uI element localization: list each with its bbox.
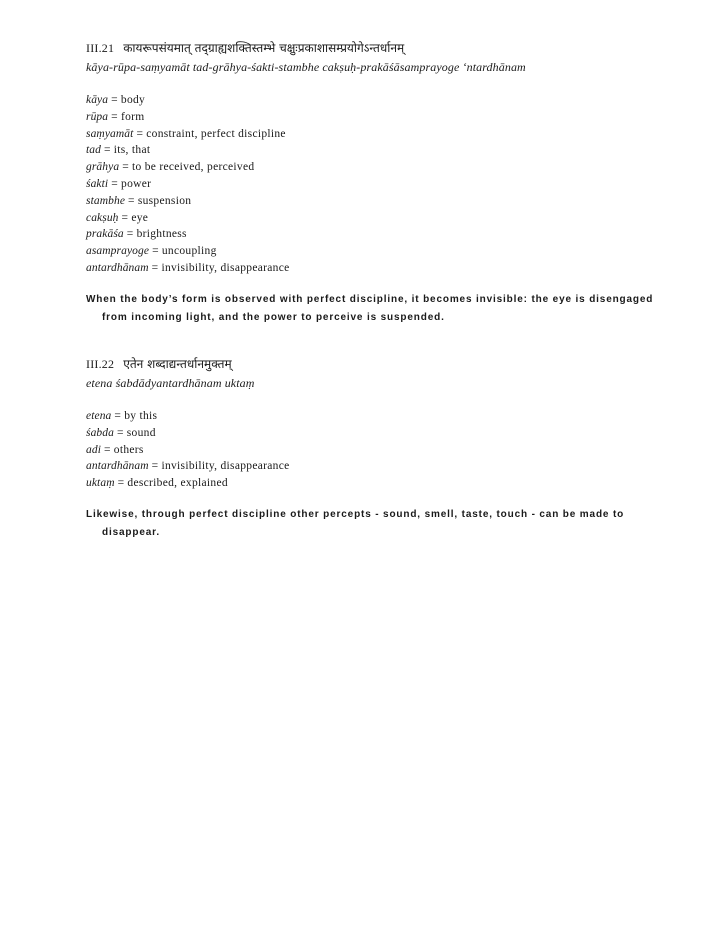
gloss-meaning: eye bbox=[131, 211, 149, 224]
gloss-term: cakṣuḥ bbox=[86, 211, 119, 224]
gloss-list bbox=[86, 92, 686, 277]
sutra-number: III.21 bbox=[86, 41, 115, 55]
sutra-heading bbox=[86, 38, 686, 58]
gloss-term: kāya bbox=[86, 94, 109, 106]
transliteration: kāya-rūpa-saṃyamāt tad-grāhya-śakti-stambhe cakṣuḥ-prakāśāsamprayoge ‘ntardhānam bbox=[86, 60, 526, 74]
gloss-item: cakṣuḥ = eye bbox=[86, 211, 149, 224]
gloss-meaning: by this bbox=[124, 410, 158, 422]
gloss-item: etena = by this bbox=[86, 410, 158, 422]
gloss-term: tad bbox=[86, 144, 101, 157]
gloss-meaning: to be received, perceived bbox=[131, 161, 255, 174]
gloss-term: asamprayoge bbox=[86, 245, 150, 258]
gloss-term: stambhe bbox=[86, 194, 126, 207]
gloss-term: saṃyamāt bbox=[86, 127, 134, 140]
gloss-item: śabda = sound bbox=[86, 426, 156, 439]
gloss-term: adi bbox=[86, 443, 101, 456]
gloss-term: prakāśa bbox=[86, 228, 124, 241]
gloss-term: antardhānam bbox=[86, 261, 149, 274]
gloss-meaning: uncoupling bbox=[161, 245, 217, 258]
gloss-meaning: suspension bbox=[137, 194, 192, 207]
gloss-term: uktaṃ bbox=[86, 477, 115, 490]
gloss-meaning: its, that bbox=[113, 144, 151, 157]
transliteration: etena śabdādyantardhānam uktaṃ bbox=[86, 376, 255, 390]
gloss-term: rūpa bbox=[86, 110, 109, 123]
gloss-meaning: form bbox=[120, 110, 145, 123]
gloss-item: śakti = power bbox=[86, 177, 152, 190]
gloss-item: grāhya = to be received, perceived bbox=[86, 161, 255, 174]
gloss-meaning: invisibility, disappearance bbox=[161, 460, 290, 473]
sutra-heading bbox=[86, 354, 686, 374]
gloss-item: antardhānam = invisibility, disappearance bbox=[86, 460, 290, 473]
gloss-item: uktaṃ = described, explained bbox=[86, 477, 228, 490]
sutra-number: III.22 bbox=[86, 357, 115, 371]
gloss-term: grāhya bbox=[86, 161, 120, 174]
gloss-term: etena bbox=[86, 410, 112, 422]
gloss-list bbox=[86, 408, 686, 492]
gloss-item: rūpa = form bbox=[86, 110, 145, 123]
gloss-meaning: body bbox=[120, 94, 146, 106]
gloss-meaning: sound bbox=[126, 426, 156, 439]
gloss-term: antardhānam bbox=[86, 460, 149, 473]
devanagari-text: एतेन शब्दाद्यन्तर्धानमुक्तम् bbox=[123, 357, 232, 371]
gloss-item: asamprayoge = uncoupling bbox=[86, 245, 217, 258]
translation-paragraph: Likewise, through perfect discipline other percepts - sound, smell, taste, touch - can be made to disappear. bbox=[86, 508, 625, 538]
gloss-item: prakāśa = brightness bbox=[86, 228, 187, 241]
translation-paragraph: When the body’s form is observed with perfect discipline, it becomes invisible: the eye is disengaged from incoming light, and the power to perceive is suspended. bbox=[86, 293, 654, 323]
gloss-meaning: brightness bbox=[136, 228, 187, 241]
gloss-meaning: invisibility, disappearance bbox=[161, 261, 290, 274]
gloss-item: kāya = body bbox=[86, 94, 146, 106]
gloss-item: tad = its, that bbox=[86, 144, 151, 157]
gloss-item: adi = others bbox=[86, 443, 144, 456]
gloss-meaning: described, explained bbox=[127, 477, 228, 490]
devanagari-text: कायरूपसंयमात् तद्ग्राह्यशक्तिस्तम्भे चक्षुःप्रकाशासम्प्रयोगेऽन्तर्धानम् bbox=[123, 41, 405, 55]
sutra-section-iii-21 bbox=[86, 38, 686, 337]
gloss-term: śabda bbox=[86, 426, 114, 439]
gloss-meaning: others bbox=[113, 443, 144, 456]
gloss-item: saṃyamāt = constraint, perfect discipline bbox=[86, 127, 286, 140]
sutra-section-iii-22 bbox=[86, 354, 686, 552]
gloss-meaning: power bbox=[121, 177, 152, 190]
gloss-item: antardhānam = invisibility, disappearance bbox=[86, 261, 290, 274]
gloss-meaning: constraint, perfect discipline bbox=[146, 127, 286, 140]
gloss-item: stambhe = suspension bbox=[86, 194, 192, 207]
gloss-term: śakti bbox=[86, 177, 109, 190]
